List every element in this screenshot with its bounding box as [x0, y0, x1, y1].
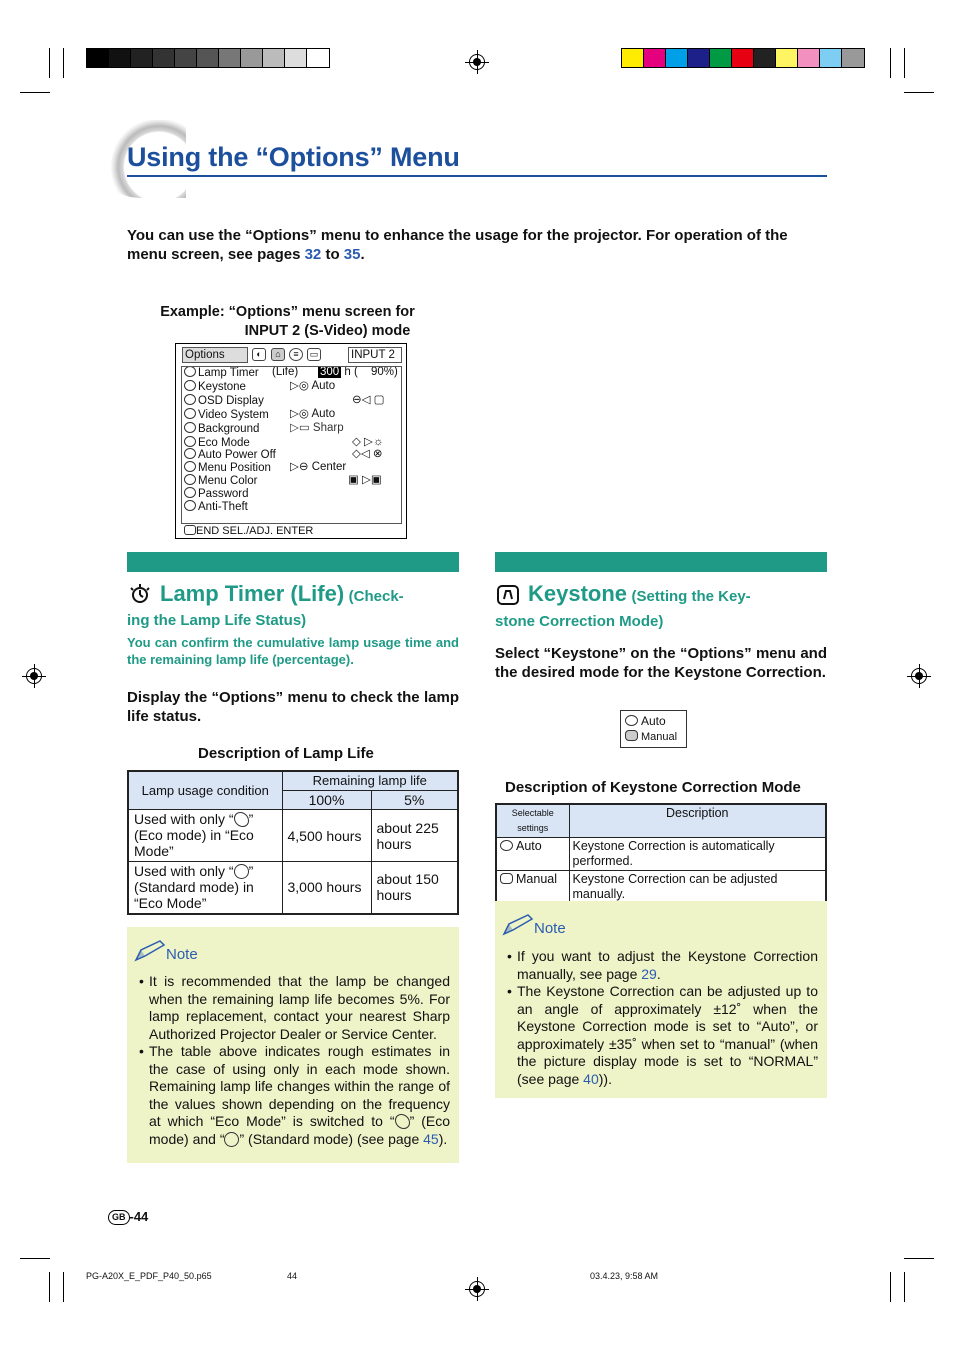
page-number: GB -44 [108, 1209, 148, 1225]
lamp-instruction: Display the “Options” menu to check the lamp life status. [127, 689, 459, 725]
lamp-section-title: Lamp Timer (Life) (Check- [160, 581, 404, 606]
footer-file: PG-A20X_E_PDF_P40_50.p65 [86, 1271, 212, 1281]
osd-input-label: INPUT 2 [348, 347, 402, 363]
crop-mark [20, 1258, 50, 1259]
page-link[interactable]: 45 [423, 1130, 439, 1147]
cell-setting: Manual [496, 871, 569, 905]
crop-mark [63, 1272, 64, 1302]
option-auto: Auto [625, 713, 682, 729]
crop-mark [904, 92, 934, 93]
table-row [128, 810, 458, 862]
osd-row-menu-position: Menu Position [184, 461, 271, 474]
manual-icon [625, 730, 638, 741]
page-link[interactable]: 29 [641, 965, 657, 982]
osd-val-keystone: ▷◎ Auto [290, 380, 336, 392]
pencil-icon [133, 939, 167, 963]
lamp-description: You can confirm the cumulative lamp usage time and the remaining lamp life (percentage). [127, 635, 459, 667]
options-tab-icon: ⌂ [271, 348, 285, 361]
osd-row-background: Background [184, 422, 259, 435]
osd-val-background: ▷▭ Sharp [290, 422, 344, 434]
page-link[interactable]: 35 [343, 246, 361, 263]
lamp-note-box [127, 927, 459, 1163]
cell-hours-5: about 150 hours [371, 862, 458, 914]
keystone-section-title: Keystone (Setting the Key- [528, 581, 751, 606]
crop-mark [20, 92, 50, 93]
section-bar-lamp [127, 552, 459, 572]
color-bar [621, 48, 865, 68]
osd-lamp-hours: 300 h ( [320, 366, 358, 378]
crop-mark [904, 1272, 905, 1302]
cell-setting: Auto [496, 838, 569, 871]
header-description: Description [569, 804, 826, 838]
grayscale-bar [86, 48, 330, 68]
header-100: 100% [282, 791, 371, 810]
cell-hours-5: about 225 hours [371, 810, 458, 862]
manual-icon [500, 873, 513, 884]
crop-mark [890, 48, 891, 78]
registration-mark [907, 664, 931, 688]
keystone-section-subtitle: stone Correction Mode) [495, 613, 664, 630]
example-caption: Example: “Options” menu screen for INPUT 2 (S-Video) mode [160, 304, 415, 339]
lamp-table-caption: Description of Lamp Life [198, 745, 374, 762]
crop-mark [890, 1272, 891, 1302]
title-rule [127, 175, 827, 177]
crop-mark [49, 1272, 50, 1302]
cell-condition: Used with only “ ” (Eco mode) in “Eco Mode” [128, 810, 282, 862]
osd-lamp-pct: 90%) [371, 366, 398, 378]
osd-display-switch-icon: ⊖◁ ▢ [352, 394, 385, 406]
table-row [496, 871, 826, 905]
keystone-mode-table [495, 803, 827, 906]
osd-row-keystone: Keystone [184, 380, 246, 393]
eco-mode-icon [395, 1114, 410, 1129]
eco-mode-icon [234, 812, 249, 827]
osd-row-auto-power-off: Auto Power Off [184, 448, 276, 461]
auto-icon [500, 840, 513, 851]
status-tab-icon: ▭ [307, 348, 321, 361]
menu-color-switch-icon: ▣ ▷▣ [348, 474, 382, 486]
osd-row-video-system: Video System [184, 408, 269, 421]
crop-mark [904, 48, 905, 78]
keystone-options-box [620, 710, 687, 748]
osd-val-menu-position: ▷⊖ Center [290, 461, 347, 473]
intro-paragraph: You can use the “Options” menu to enhance the usage for the projector. For operation of the menu screen, see pages 32 to 35. [127, 227, 788, 263]
pencil-icon [501, 913, 535, 937]
cell-description: Keystone Correction can be adjusted manually. [569, 871, 826, 905]
note-label: Note [534, 920, 566, 937]
note-item: • It is recommended that the lamp be changed when the remaining lamp life becomes 5%. For lamp replacement, contact your nearest Sharp Authorized Projector Dealer or Service Center. [139, 973, 450, 1043]
cell-hours-100: 3,000 hours [282, 862, 371, 914]
osd-menu-screen [175, 343, 407, 539]
keystone-instruction: Select “Keystone” on the “Options” menu and the desired mode for the Keystone Correction. [495, 645, 827, 681]
eco-mode-switch-icon: ◇ ▷☼ [352, 436, 384, 448]
option-manual: Manual [625, 729, 682, 745]
keystone-table-caption: Description of Keystone Correction Mode [505, 779, 801, 796]
page-title: Using the “Options” Menu [127, 142, 460, 172]
auto-icon [625, 715, 638, 726]
crop-mark [63, 48, 64, 78]
osd-tab-options: Options [182, 347, 248, 363]
osd-val-video-system: ▷◎ Auto [290, 408, 336, 420]
osd-row-eco-mode: Eco Mode [184, 436, 250, 449]
header-condition: Lamp usage condition [128, 771, 282, 810]
osd-menu-body [181, 366, 402, 524]
lamp-timer-icon [128, 583, 152, 605]
cell-hours-100: 4,500 hours [282, 810, 371, 862]
header-5: 5% [371, 791, 458, 810]
end-button-icon [184, 525, 196, 535]
keystone-icon [496, 584, 520, 606]
osd-row-password: Password [184, 487, 249, 500]
note-label: Note [166, 946, 198, 963]
page-link[interactable]: 40 [583, 1070, 599, 1087]
lamp-life-table [127, 770, 459, 915]
table-row [496, 838, 826, 871]
cell-description: Keystone Correction is automatically performed. [569, 838, 826, 871]
auto-power-off-switch-icon: ◇◁ ⊗ [352, 448, 383, 460]
footer-page: 44 [287, 1271, 298, 1281]
osd-val-life: (Life) [272, 366, 299, 378]
footer-date: 03.4.23, 9:58 AM [590, 1271, 659, 1281]
note-item: • The Keystone Correction can be adjusted up to an angle of approximately ±12˚ when the Keystone Correction mode is set to “Auto”, or approximately ±35˚ when set to “manual” (when the picture display mode is set to “NORMAL” (see page 40)). [507, 983, 818, 1088]
keystone-note-box [495, 901, 827, 1098]
osd-footer: END SEL./ADJ. ENTER [184, 525, 313, 537]
header-settings: Selectable settings [496, 804, 569, 838]
picture-tab-icon: ◐ [252, 348, 266, 361]
note-item: • The table above indicates rough estimates in the case of using only in each mode shown. Remaining lamp life changes within the range of the values shown depending on the frequency at which “Eco Mode” is switched to “ ” (Eco mode) and “ ” (Standard mode) (see page 45). [139, 1043, 450, 1148]
cell-condition: Used with only “ ” (Standard mode) in “Eco Mode” [128, 862, 282, 914]
standard-mode-icon [234, 864, 249, 879]
gb-badge: GB [108, 1210, 130, 1225]
lamp-section-subtitle: ing the Lamp Life Status) [127, 612, 307, 629]
osd-row-lamp-timer: Lamp Timer [184, 366, 259, 379]
osd-row-osd-display: OSD Display [184, 394, 264, 407]
osd-row-anti-theft: Anti-Theft [184, 500, 248, 513]
note-item: • If you want to adjust the Keystone Correction manually, see page 29. [507, 948, 818, 983]
crop-mark [49, 48, 50, 78]
registration-mark [465, 1277, 489, 1301]
crop-mark [904, 1258, 934, 1259]
language-tab-icon: ≡ [289, 348, 303, 361]
osd-row-menu-color: Menu Color [184, 474, 257, 487]
section-bar-keystone [495, 552, 827, 572]
page-link[interactable]: 32 [304, 246, 322, 263]
registration-mark [465, 50, 489, 74]
table-row [128, 862, 458, 914]
standard-mode-icon [224, 1132, 239, 1147]
registration-mark [22, 664, 46, 688]
header-remaining: Remaining lamp life [282, 771, 458, 791]
